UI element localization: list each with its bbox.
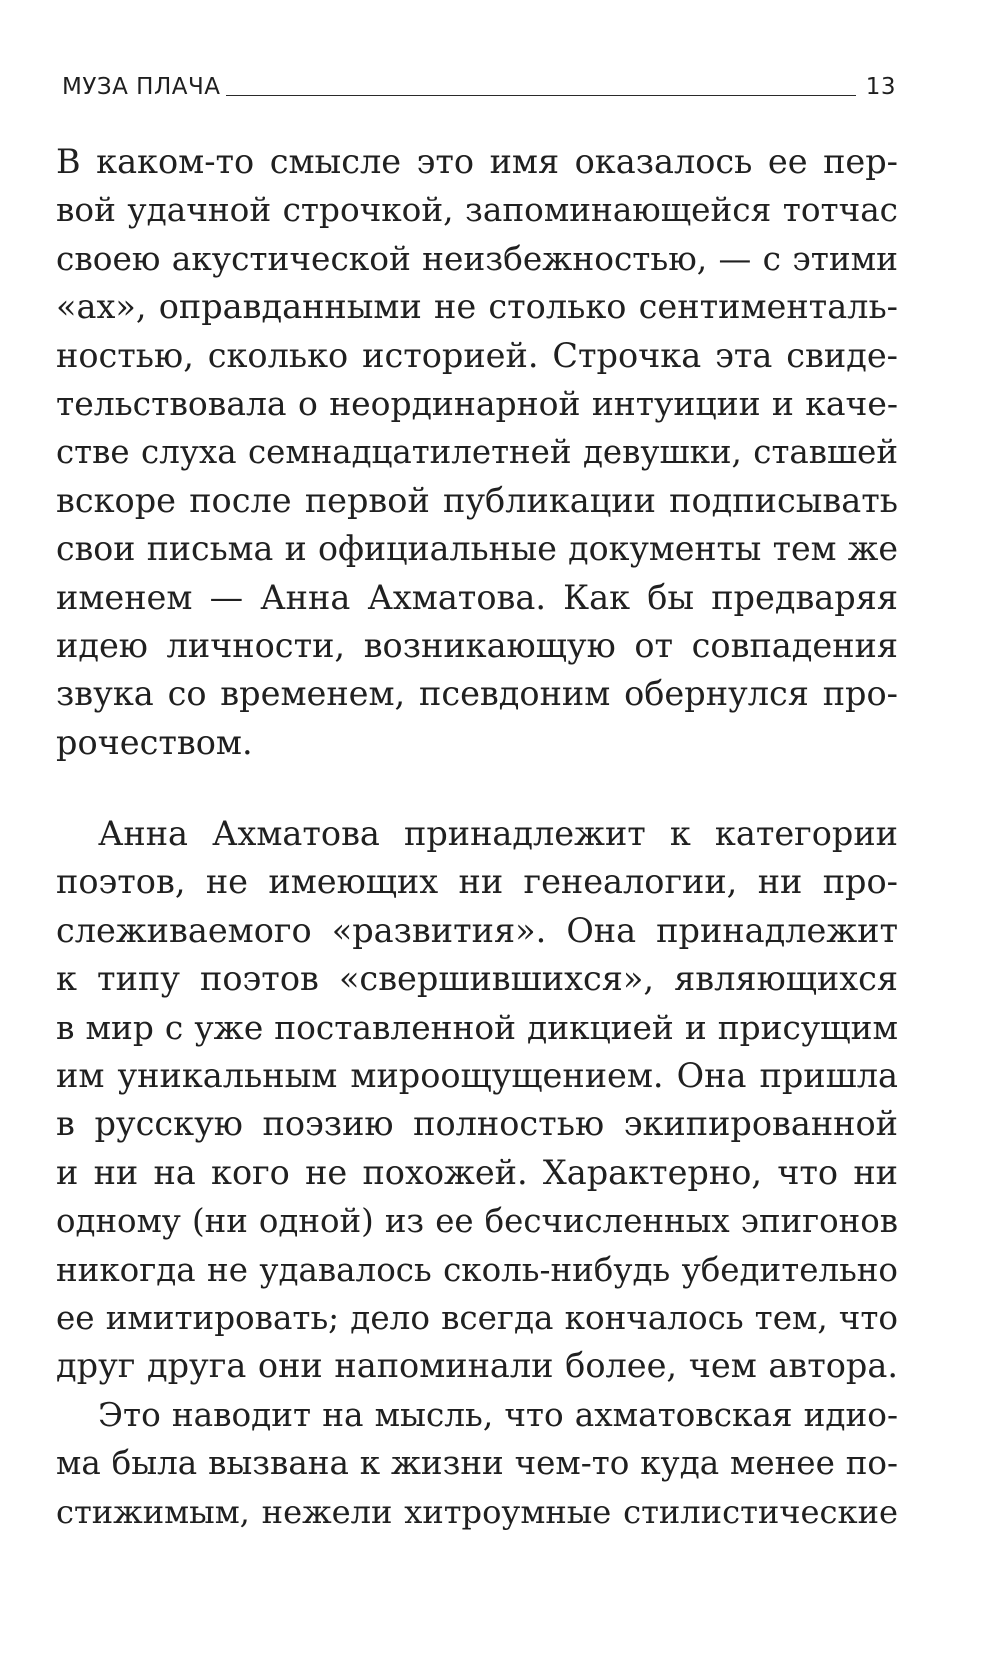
- paragraph: [56, 810, 898, 1391]
- text-line: идею личности, возникающую от совпадения: [56, 625, 898, 665]
- text-line: вой удачной строчкой, запоминающейся тотчас: [56, 191, 898, 230]
- text-line: им уникальным мироощущением. Она пришла: [56, 1056, 898, 1096]
- text-line: звука со временем, псевдоним обернулся про-: [56, 674, 898, 714]
- text-line: рочеством.: [56, 722, 253, 762]
- page-number: 13: [865, 74, 896, 100]
- text-line: вскоре после первой публикации подписывать: [56, 480, 898, 520]
- text-line: ее имитировать; дело всегда кончалось тем, что: [56, 1298, 898, 1337]
- text-line: свои письма и официальные документы тем же: [56, 529, 898, 569]
- text-line: Анна Ахматова принадлежит к категории: [98, 814, 898, 854]
- text-line: ма была вызвана к жизни чем-то куда менее по-: [56, 1444, 898, 1483]
- text-line: В каком-то смысле это имя оказалось ее пер-: [56, 142, 898, 181]
- text-line: ностью, сколько историей. Строчка эта свиде-: [56, 335, 898, 375]
- header-rule: [226, 95, 855, 96]
- text-line: никогда не удавалось сколь-нибудь убедительно: [56, 1250, 898, 1289]
- text-line: именем — Анна Ахматова. Как бы предваряя: [56, 577, 898, 617]
- text-line: друг друга они напоминали более, чем автора.: [56, 1346, 898, 1386]
- body-text: [56, 138, 898, 1536]
- text-line: слеживаемого «развития». Она принадлежит: [56, 910, 898, 950]
- text-line: своею акустической неизбежностью, — с этими: [56, 239, 898, 278]
- text-line: стве слуха семнадцатилетней девушки, ставшей: [56, 433, 898, 472]
- text-line: поэтов, не имеющих ни генеалогии, ни про-: [56, 862, 898, 902]
- running-head-title: МУЗА ПЛАЧА: [62, 74, 221, 100]
- running-head: [62, 64, 896, 100]
- section-break: [56, 767, 898, 810]
- text-line: одному (ни одной) из ее бесчисленных эпигонов: [56, 1202, 898, 1241]
- text-line: и ни на кого не похожей. Характерно, что ни: [56, 1152, 898, 1192]
- text-line: к типу поэтов «свершившихся», являющихся: [56, 959, 898, 999]
- text-line: стижимым, нежели хитроумные стилистические: [56, 1492, 898, 1531]
- paragraph: [56, 1391, 898, 1536]
- text-line: «ах», оправданными не столько сентименталь-: [56, 287, 898, 327]
- text-line: тельствовала о неординарной интуиции и каче-: [56, 383, 898, 423]
- text-line: в мир с уже поставленной дикцией и присущим: [56, 1008, 898, 1047]
- text-line: в русскую поэзию полностью экипированной: [56, 1104, 898, 1144]
- text-line: Это наводит на мысль, что ахматовская идио-: [98, 1395, 898, 1434]
- paragraph: [56, 138, 898, 767]
